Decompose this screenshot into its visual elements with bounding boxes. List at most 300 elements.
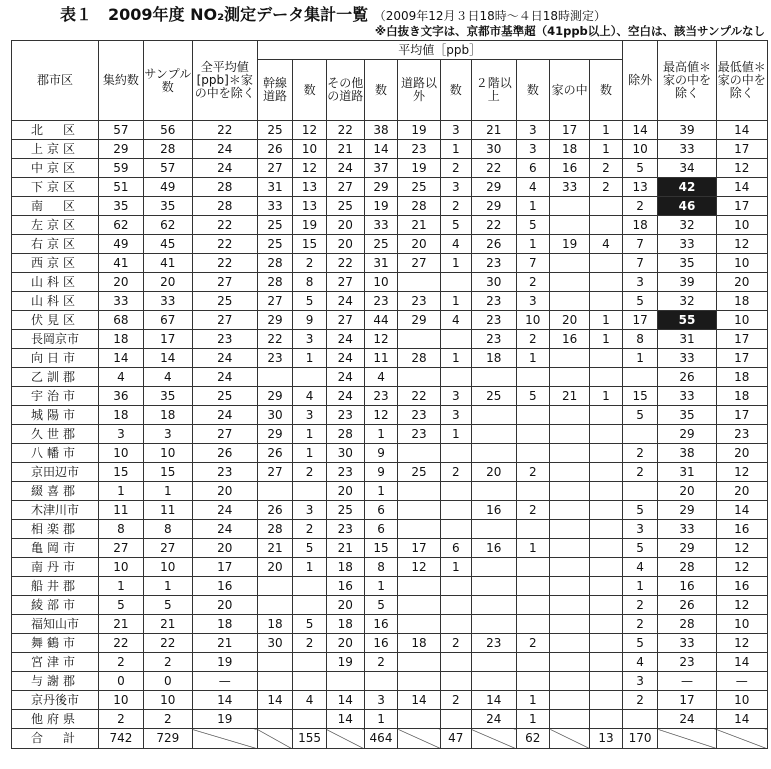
value-cell: 31 bbox=[257, 178, 293, 197]
value-cell: 23 bbox=[326, 520, 364, 539]
value-cell: 24 bbox=[192, 140, 257, 159]
value-cell bbox=[257, 729, 293, 749]
value-cell: 16 bbox=[192, 577, 257, 596]
table-row bbox=[12, 254, 768, 273]
value-cell: 27 bbox=[192, 311, 257, 330]
value-cell: 2 bbox=[516, 501, 549, 520]
value-cell bbox=[590, 349, 623, 368]
value-cell: 21 bbox=[99, 615, 144, 634]
value-cell: 41 bbox=[99, 254, 144, 273]
value-cell: 28 bbox=[257, 254, 293, 273]
value-cell: 24 bbox=[192, 368, 257, 387]
value-cell: 1 bbox=[622, 577, 658, 596]
value-cell: 20 bbox=[716, 482, 767, 501]
value-cell bbox=[550, 482, 590, 501]
value-cell: 10 bbox=[716, 311, 767, 330]
value-cell bbox=[293, 672, 326, 691]
value-cell: 8 bbox=[622, 330, 658, 349]
value-cell: 14 bbox=[716, 501, 767, 520]
table-row bbox=[12, 653, 768, 672]
value-cell: 21 bbox=[143, 615, 192, 634]
value-cell: 29 bbox=[257, 425, 293, 444]
no2-data-table bbox=[11, 40, 768, 749]
value-cell: 24 bbox=[192, 520, 257, 539]
value-cell bbox=[516, 596, 549, 615]
value-cell: 45 bbox=[143, 235, 192, 254]
value-cell: 18 bbox=[192, 615, 257, 634]
value-cell: 46 bbox=[658, 197, 716, 216]
table-row bbox=[12, 330, 768, 349]
table-row bbox=[12, 292, 768, 311]
area-name-cell: 合 計 bbox=[12, 729, 99, 749]
table-row bbox=[12, 558, 768, 577]
value-cell: 29 bbox=[257, 387, 293, 406]
area-name-cell: 山科区 bbox=[12, 273, 99, 292]
value-cell: 30 bbox=[326, 444, 364, 463]
value-cell: 16 bbox=[716, 520, 767, 539]
value-cell: 2 bbox=[622, 197, 658, 216]
table-row bbox=[12, 178, 768, 197]
area-name-cell: 南 区 bbox=[12, 197, 99, 216]
value-cell bbox=[658, 729, 716, 749]
value-cell bbox=[590, 406, 623, 425]
value-cell: 5 bbox=[516, 387, 549, 406]
value-cell: 20 bbox=[192, 539, 257, 558]
value-cell bbox=[257, 596, 293, 615]
value-cell: 21 bbox=[192, 634, 257, 653]
area-name-cell: 上京区 bbox=[12, 140, 99, 159]
value-cell: 29 bbox=[99, 140, 144, 159]
value-cell: 28 bbox=[257, 520, 293, 539]
area-name-cell: 乙訓郡 bbox=[12, 368, 99, 387]
value-cell bbox=[516, 444, 549, 463]
value-cell: 27 bbox=[192, 273, 257, 292]
value-cell: 1 bbox=[516, 349, 549, 368]
value-cell: 10 bbox=[293, 140, 326, 159]
value-cell: 16 bbox=[471, 539, 516, 558]
value-cell: 22 bbox=[326, 121, 364, 140]
value-cell: 20 bbox=[257, 558, 293, 577]
value-cell: 33 bbox=[658, 235, 716, 254]
value-cell: 2 bbox=[440, 634, 471, 653]
value-cell: 29 bbox=[658, 425, 716, 444]
value-cell: 1 bbox=[440, 140, 471, 159]
table-row bbox=[12, 273, 768, 292]
value-cell bbox=[440, 577, 471, 596]
value-cell: 62 bbox=[516, 729, 549, 749]
value-cell: 4 bbox=[590, 235, 623, 254]
value-cell: 3 bbox=[622, 520, 658, 539]
table-row bbox=[12, 501, 768, 520]
value-cell: 3 bbox=[293, 501, 326, 520]
value-cell: 25 bbox=[257, 235, 293, 254]
value-cell: 3 bbox=[440, 178, 471, 197]
value-cell bbox=[398, 520, 440, 539]
value-cell: 19 bbox=[326, 653, 364, 672]
value-cell: 33 bbox=[658, 140, 716, 159]
value-cell: 22 bbox=[192, 121, 257, 140]
value-cell: 57 bbox=[143, 159, 192, 178]
value-cell bbox=[471, 406, 516, 425]
value-cell bbox=[590, 501, 623, 520]
value-cell bbox=[590, 615, 623, 634]
header-num: 数 bbox=[293, 60, 326, 121]
value-cell: 2 bbox=[622, 463, 658, 482]
value-cell: 33 bbox=[658, 349, 716, 368]
header-avg-group: 平均値［ppb］ bbox=[257, 41, 622, 60]
value-cell: 3 bbox=[622, 273, 658, 292]
header-non-road: 道路以外 bbox=[398, 60, 440, 121]
value-cell: 10 bbox=[364, 273, 397, 292]
value-cell: 27 bbox=[326, 311, 364, 330]
value-cell bbox=[440, 520, 471, 539]
value-cell: 5 bbox=[622, 406, 658, 425]
value-cell bbox=[550, 368, 590, 387]
value-cell: 23 bbox=[398, 140, 440, 159]
value-cell: 4 bbox=[516, 178, 549, 197]
value-cell: 32 bbox=[658, 292, 716, 311]
value-cell: 24 bbox=[326, 387, 364, 406]
value-cell bbox=[471, 653, 516, 672]
value-cell bbox=[550, 691, 590, 710]
value-cell bbox=[364, 672, 397, 691]
value-cell: 34 bbox=[658, 159, 716, 178]
value-cell: 24 bbox=[326, 159, 364, 178]
value-cell: 22 bbox=[99, 634, 144, 653]
value-cell bbox=[590, 368, 623, 387]
area-name-cell: 福知山市 bbox=[12, 615, 99, 634]
area-name-cell: 船井郡 bbox=[12, 577, 99, 596]
value-cell: 47 bbox=[440, 729, 471, 749]
value-cell: 3 bbox=[143, 425, 192, 444]
value-cell: 18 bbox=[622, 216, 658, 235]
value-cell: 23 bbox=[192, 463, 257, 482]
value-cell: 8 bbox=[364, 558, 397, 577]
value-cell: 39 bbox=[658, 121, 716, 140]
value-cell: 13 bbox=[622, 178, 658, 197]
value-cell: 21 bbox=[471, 121, 516, 140]
value-cell: 12 bbox=[716, 634, 767, 653]
value-cell: 30 bbox=[257, 406, 293, 425]
header-num: 数 bbox=[440, 60, 471, 121]
value-cell: 28 bbox=[143, 140, 192, 159]
value-cell: 170 bbox=[622, 729, 658, 749]
value-cell bbox=[590, 691, 623, 710]
value-cell: 1 bbox=[99, 577, 144, 596]
value-cell: 12 bbox=[716, 539, 767, 558]
value-cell: 20 bbox=[658, 482, 716, 501]
value-cell: 16 bbox=[716, 577, 767, 596]
value-cell bbox=[516, 653, 549, 672]
value-cell: 20 bbox=[326, 634, 364, 653]
value-cell: 25 bbox=[326, 501, 364, 520]
area-name-cell: 向日市 bbox=[12, 349, 99, 368]
value-cell: 2 bbox=[516, 463, 549, 482]
value-cell: 1 bbox=[364, 710, 397, 729]
value-cell: 1 bbox=[99, 482, 144, 501]
value-cell: 6 bbox=[364, 501, 397, 520]
value-cell: 729 bbox=[143, 729, 192, 749]
value-cell: 17 bbox=[192, 558, 257, 577]
area-name-cell: 綴喜郡 bbox=[12, 482, 99, 501]
value-cell bbox=[550, 615, 590, 634]
value-cell: 1 bbox=[293, 444, 326, 463]
value-cell bbox=[550, 216, 590, 235]
value-cell bbox=[590, 539, 623, 558]
value-cell: — bbox=[658, 672, 716, 691]
value-cell bbox=[440, 615, 471, 634]
table-row bbox=[12, 406, 768, 425]
value-cell: 17 bbox=[622, 311, 658, 330]
value-cell: 8 bbox=[99, 520, 144, 539]
value-cell: 17 bbox=[716, 330, 767, 349]
value-cell: 23 bbox=[658, 653, 716, 672]
value-cell bbox=[590, 463, 623, 482]
value-cell bbox=[257, 368, 293, 387]
value-cell: 4 bbox=[622, 558, 658, 577]
value-cell: 5 bbox=[293, 615, 326, 634]
value-cell: 18 bbox=[99, 406, 144, 425]
value-cell: 27 bbox=[143, 539, 192, 558]
value-cell: 18 bbox=[257, 615, 293, 634]
value-cell: 35 bbox=[658, 254, 716, 273]
value-cell: 12 bbox=[716, 596, 767, 615]
value-cell bbox=[516, 406, 549, 425]
value-cell bbox=[257, 672, 293, 691]
value-cell: 18 bbox=[99, 330, 144, 349]
value-cell bbox=[550, 463, 590, 482]
header-num: 数 bbox=[516, 60, 549, 121]
value-cell: 20 bbox=[99, 273, 144, 292]
value-cell: 742 bbox=[99, 729, 144, 749]
value-cell: 3 bbox=[440, 387, 471, 406]
value-cell: 39 bbox=[658, 273, 716, 292]
value-cell: 33 bbox=[99, 292, 144, 311]
value-cell: 22 bbox=[192, 254, 257, 273]
value-cell: 16 bbox=[550, 330, 590, 349]
value-cell: 33 bbox=[143, 292, 192, 311]
value-cell: 5 bbox=[622, 539, 658, 558]
value-cell bbox=[590, 596, 623, 615]
value-cell: 28 bbox=[398, 197, 440, 216]
value-cell: 3 bbox=[516, 292, 549, 311]
value-cell: 0 bbox=[143, 672, 192, 691]
value-cell: 7 bbox=[516, 254, 549, 273]
value-cell: 37 bbox=[364, 159, 397, 178]
table-row bbox=[12, 140, 768, 159]
value-cell bbox=[590, 444, 623, 463]
value-cell: 28 bbox=[398, 349, 440, 368]
value-cell bbox=[440, 596, 471, 615]
value-cell bbox=[590, 197, 623, 216]
value-cell: 6 bbox=[440, 539, 471, 558]
value-cell: 29 bbox=[257, 311, 293, 330]
value-cell: 25 bbox=[257, 121, 293, 140]
value-cell bbox=[398, 672, 440, 691]
value-cell: 3 bbox=[622, 672, 658, 691]
value-cell: 25 bbox=[471, 387, 516, 406]
value-cell: 4 bbox=[364, 368, 397, 387]
value-cell: 28 bbox=[192, 197, 257, 216]
value-cell bbox=[398, 729, 440, 749]
value-cell: 19 bbox=[550, 235, 590, 254]
value-cell bbox=[590, 273, 623, 292]
value-cell bbox=[516, 425, 549, 444]
value-cell: 31 bbox=[658, 330, 716, 349]
value-cell: 2 bbox=[590, 178, 623, 197]
value-cell bbox=[516, 577, 549, 596]
value-cell: 2 bbox=[293, 463, 326, 482]
value-cell bbox=[550, 577, 590, 596]
value-cell bbox=[398, 330, 440, 349]
value-cell: 17 bbox=[550, 121, 590, 140]
value-cell: 2 bbox=[516, 634, 549, 653]
value-cell: 1 bbox=[516, 197, 549, 216]
title-main: 表１ 2009年度 NO₂測定データ集計一覧 bbox=[60, 5, 369, 24]
value-cell: 4 bbox=[622, 653, 658, 672]
value-cell: 27 bbox=[257, 292, 293, 311]
value-cell bbox=[590, 634, 623, 653]
value-cell: 24 bbox=[192, 159, 257, 178]
value-cell bbox=[550, 672, 590, 691]
value-cell bbox=[590, 482, 623, 501]
value-cell: 6 bbox=[364, 520, 397, 539]
value-cell: 20 bbox=[716, 444, 767, 463]
value-cell bbox=[550, 501, 590, 520]
value-cell: 15 bbox=[364, 539, 397, 558]
value-cell: 5 bbox=[440, 216, 471, 235]
value-cell: 35 bbox=[658, 406, 716, 425]
value-cell: 1 bbox=[293, 349, 326, 368]
area-name-cell: 下京区 bbox=[12, 178, 99, 197]
value-cell: 16 bbox=[658, 577, 716, 596]
table-row bbox=[12, 596, 768, 615]
value-cell: 59 bbox=[99, 159, 144, 178]
table-row bbox=[12, 691, 768, 710]
value-cell: 1 bbox=[440, 558, 471, 577]
value-cell: 19 bbox=[398, 159, 440, 178]
value-cell: 12 bbox=[716, 235, 767, 254]
value-cell: 18 bbox=[716, 292, 767, 311]
value-cell bbox=[440, 482, 471, 501]
area-name-cell: 木津川市 bbox=[12, 501, 99, 520]
value-cell: 10 bbox=[716, 691, 767, 710]
table-row bbox=[12, 311, 768, 330]
value-cell: 20 bbox=[326, 216, 364, 235]
value-cell bbox=[293, 653, 326, 672]
value-cell: 67 bbox=[143, 311, 192, 330]
value-cell bbox=[516, 368, 549, 387]
value-cell: 14 bbox=[716, 710, 767, 729]
value-cell bbox=[398, 501, 440, 520]
value-cell: 19 bbox=[293, 216, 326, 235]
value-cell bbox=[257, 653, 293, 672]
value-cell bbox=[550, 710, 590, 729]
value-cell: 42 bbox=[658, 178, 716, 197]
value-cell: 11 bbox=[99, 501, 144, 520]
value-cell: 3 bbox=[293, 406, 326, 425]
value-cell: 9 bbox=[293, 311, 326, 330]
value-cell bbox=[550, 254, 590, 273]
value-cell: 49 bbox=[143, 178, 192, 197]
value-cell: 5 bbox=[99, 596, 144, 615]
value-cell: 25 bbox=[257, 216, 293, 235]
value-cell: 2 bbox=[99, 710, 144, 729]
value-cell: 4 bbox=[293, 387, 326, 406]
area-name-cell: 長岡京市 bbox=[12, 330, 99, 349]
value-cell: 29 bbox=[364, 178, 397, 197]
value-cell: 62 bbox=[143, 216, 192, 235]
value-cell: 1 bbox=[516, 710, 549, 729]
value-cell: 30 bbox=[471, 273, 516, 292]
value-cell: 2 bbox=[440, 463, 471, 482]
value-cell: 10 bbox=[143, 444, 192, 463]
value-cell: 44 bbox=[364, 311, 397, 330]
value-cell: 14 bbox=[99, 349, 144, 368]
value-cell: 41 bbox=[143, 254, 192, 273]
header-area: 郡市区 bbox=[12, 41, 99, 121]
value-cell bbox=[293, 710, 326, 729]
table-body bbox=[12, 121, 768, 749]
value-cell: 4 bbox=[99, 368, 144, 387]
value-cell: 22 bbox=[398, 387, 440, 406]
value-cell: 20 bbox=[192, 482, 257, 501]
value-cell bbox=[590, 254, 623, 273]
value-cell bbox=[440, 501, 471, 520]
value-cell: 33 bbox=[658, 634, 716, 653]
value-cell bbox=[398, 273, 440, 292]
value-cell bbox=[590, 425, 623, 444]
value-cell: 1 bbox=[143, 482, 192, 501]
value-cell: 10 bbox=[622, 140, 658, 159]
value-cell bbox=[716, 729, 767, 749]
value-cell: 1 bbox=[143, 577, 192, 596]
value-cell: 1 bbox=[622, 349, 658, 368]
value-cell: 23 bbox=[192, 330, 257, 349]
table-row bbox=[12, 368, 768, 387]
value-cell: 1 bbox=[590, 387, 623, 406]
value-cell: 56 bbox=[143, 121, 192, 140]
area-name-cell: 左京区 bbox=[12, 216, 99, 235]
value-cell: 1 bbox=[440, 254, 471, 273]
value-cell: 16 bbox=[326, 577, 364, 596]
value-cell: 20 bbox=[326, 235, 364, 254]
value-cell: 2 bbox=[440, 691, 471, 710]
value-cell: 19 bbox=[398, 121, 440, 140]
value-cell: 20 bbox=[471, 463, 516, 482]
value-cell: 28 bbox=[326, 425, 364, 444]
value-cell: 1 bbox=[293, 425, 326, 444]
value-cell: 23 bbox=[364, 292, 397, 311]
value-cell: 12 bbox=[716, 463, 767, 482]
value-cell bbox=[471, 729, 516, 749]
value-cell: 27 bbox=[326, 178, 364, 197]
value-cell: 1 bbox=[516, 691, 549, 710]
value-cell bbox=[590, 520, 623, 539]
value-cell bbox=[471, 672, 516, 691]
value-cell: 22 bbox=[326, 254, 364, 273]
value-cell bbox=[590, 710, 623, 729]
value-cell: 23 bbox=[716, 425, 767, 444]
value-cell: 3 bbox=[440, 406, 471, 425]
value-cell: 1 bbox=[590, 140, 623, 159]
value-cell: 13 bbox=[590, 729, 623, 749]
value-cell bbox=[440, 444, 471, 463]
value-cell: 19 bbox=[364, 197, 397, 216]
value-cell: 12 bbox=[364, 330, 397, 349]
value-cell: 14 bbox=[471, 691, 516, 710]
title-sub: （2009年12月３日18時～４日18時測定） bbox=[373, 9, 607, 23]
